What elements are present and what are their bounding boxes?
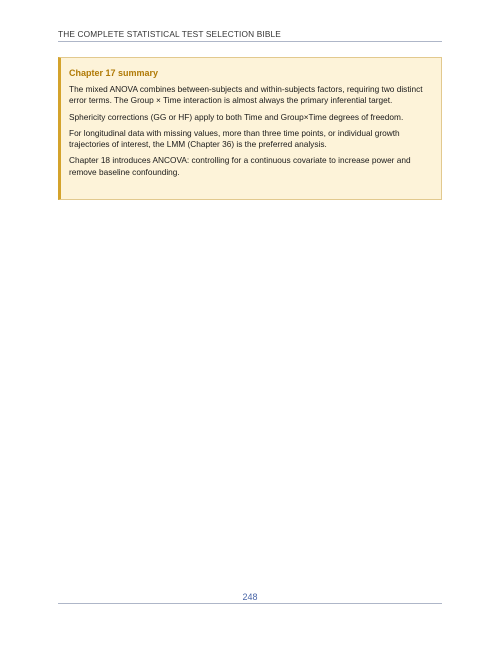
- summary-paragraph: The mixed ANOVA combines between-subjects and within-subjects factors, requiring two distinct error terms. The Group × Time interaction is almost always the primary inferential target.: [69, 84, 423, 106]
- header-divider: [58, 41, 442, 42]
- summary-title: Chapter 17 summary: [69, 68, 159, 78]
- summary-paragraph: For longitudinal data with missing values, more than three time points, or individual growth trajectories of interest, the LMM (Chapter 36) is the preferred analysis.: [69, 127, 400, 150]
- summary-paragraph: Sphericity corrections (GG or HF) apply to both Time and Group×Time degrees of freedom.: [69, 111, 404, 122]
- footer-divider: [58, 603, 442, 604]
- page-number: 248: [242, 592, 258, 602]
- running-header: THE COMPLETE STATISTICAL TEST SELECTION BIBLE: [58, 29, 281, 39]
- chapter-summary-box: [58, 57, 442, 200]
- summary-paragraph: Chapter 18 introduces ANCOVA: controlling for a continuous covariate to increase power and remove baseline confounding.: [69, 155, 411, 177]
